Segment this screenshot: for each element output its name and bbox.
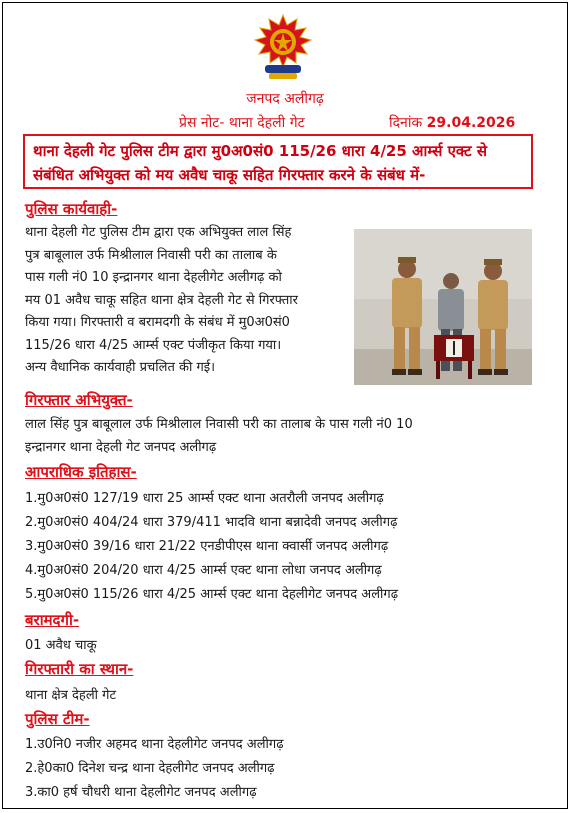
heading-police-action: पुलिस कार्यवाही-: [25, 200, 118, 218]
action-line: 115/26 धारा 4/25 आर्म्स एक्ट पंजीकृत किया गया।: [25, 337, 282, 353]
history-item: 5.मु0अ0सं0 115/26 धारा 4/25 आर्म्स एक्ट थाना देहलीगेट जनपद अलीगढ़: [25, 587, 399, 602]
subject-box: थाना देहली गेट पुलिस टीम द्वारा मु0अ0सं0 115/26 धारा 4/25 आर्म्स एक्ट से संबंधित अभियुक्त को मय अवैध चाकू सहित गिरफ्तार करने के संबंध में-: [23, 134, 533, 189]
heading-accused: गिरफ्तार अभियुक्त-: [25, 391, 133, 409]
team-member: 1.उ0नि0 नजीर अहमद थाना देहलीगेट जनपद अलीगढ़: [25, 737, 284, 752]
police-action-paragraph: [25, 222, 355, 380]
heading-place-of-arrest: गिरफ्तारी का स्थान-: [25, 660, 134, 678]
recovery-text: 01 अवैध चाकू: [25, 638, 97, 653]
press-note-title: प्रेस नोट- थाना देहली गेट: [179, 115, 305, 131]
date-line: [389, 113, 515, 132]
arrest-photo: [354, 229, 532, 385]
team-member: 3.का0 हर्ष चौधरी थाना देहलीगेट जनपद अलीगढ़: [25, 785, 257, 800]
heading-recovery: बरामदगी-: [25, 611, 80, 629]
history-item: 3.मु0अ0सं0 39/16 धारा 21/22 एनडीपीएस थाना क्वार्सी जनपद अलीगढ़: [25, 539, 389, 554]
date-value: 29.04.2026: [426, 115, 516, 131]
accused-line: इन्द्रानगर थाना देहली गेट जनपद अलीगढ़: [25, 440, 217, 455]
team-member: 2.हे0का0 दिनेश चन्द्र थाना देहलीगेट जनपद अलीगढ़: [25, 761, 275, 776]
action-line: पुत्र बाबूलाल उर्फ मिश्रीलाल निवासी परी का तालाब के: [25, 247, 277, 263]
action-line: थाना देहली गेट पुलिस टीम द्वारा एक अभियुक्त लाल सिंह: [25, 225, 292, 240]
history-item: 2.मु0अ0सं0 404/24 धारा 379/411 भादवि थाना बन्नादेवी जनपद अलीगढ़: [25, 515, 398, 530]
heading-police-team: पुलिस टीम-: [25, 710, 90, 728]
up-police-emblem-icon: [247, 13, 319, 85]
action-line: अन्य वैधानिक कार्यवाही प्रचलित की गई।: [25, 360, 216, 375]
district-title: जनपद अलीगढ़: [246, 91, 324, 107]
heading-criminal-history: आपराधिक इतिहास-: [25, 463, 137, 481]
history-item: 4.मु0अ0सं0 204/20 धारा 4/25 आर्म्स एक्ट थाना लोधा जनपद अलीगढ़: [25, 563, 382, 578]
date-label: दिनांक: [389, 115, 423, 131]
action-line: किया गया। गिरफ्तारी व बरामदगी के संबंध में मु0अ0सं0: [25, 315, 290, 330]
history-item: 1.मु0अ0सं0 127/19 धारा 25 आर्म्स एक्ट थाना अतरौली जनपद अलीगढ़: [25, 491, 384, 506]
accused-line: लाल सिंह पुत्र बाबूलाल उर्फ मिश्रीलाल निवासी परी का तालाब के पास गली नं0 10: [25, 417, 413, 432]
action-line: पास गली नं0 10 इन्द्रानगर थाना देहलीगेट अलीगढ़ को: [25, 270, 282, 285]
press-note-page: [2, 2, 568, 809]
action-line: मय 01 अवैध चाकू सहित थाना क्षेत्र देहली गेट से गिरफ्तार: [25, 292, 298, 308]
place-text: थाना क्षेत्र देहली गेट: [25, 688, 117, 703]
